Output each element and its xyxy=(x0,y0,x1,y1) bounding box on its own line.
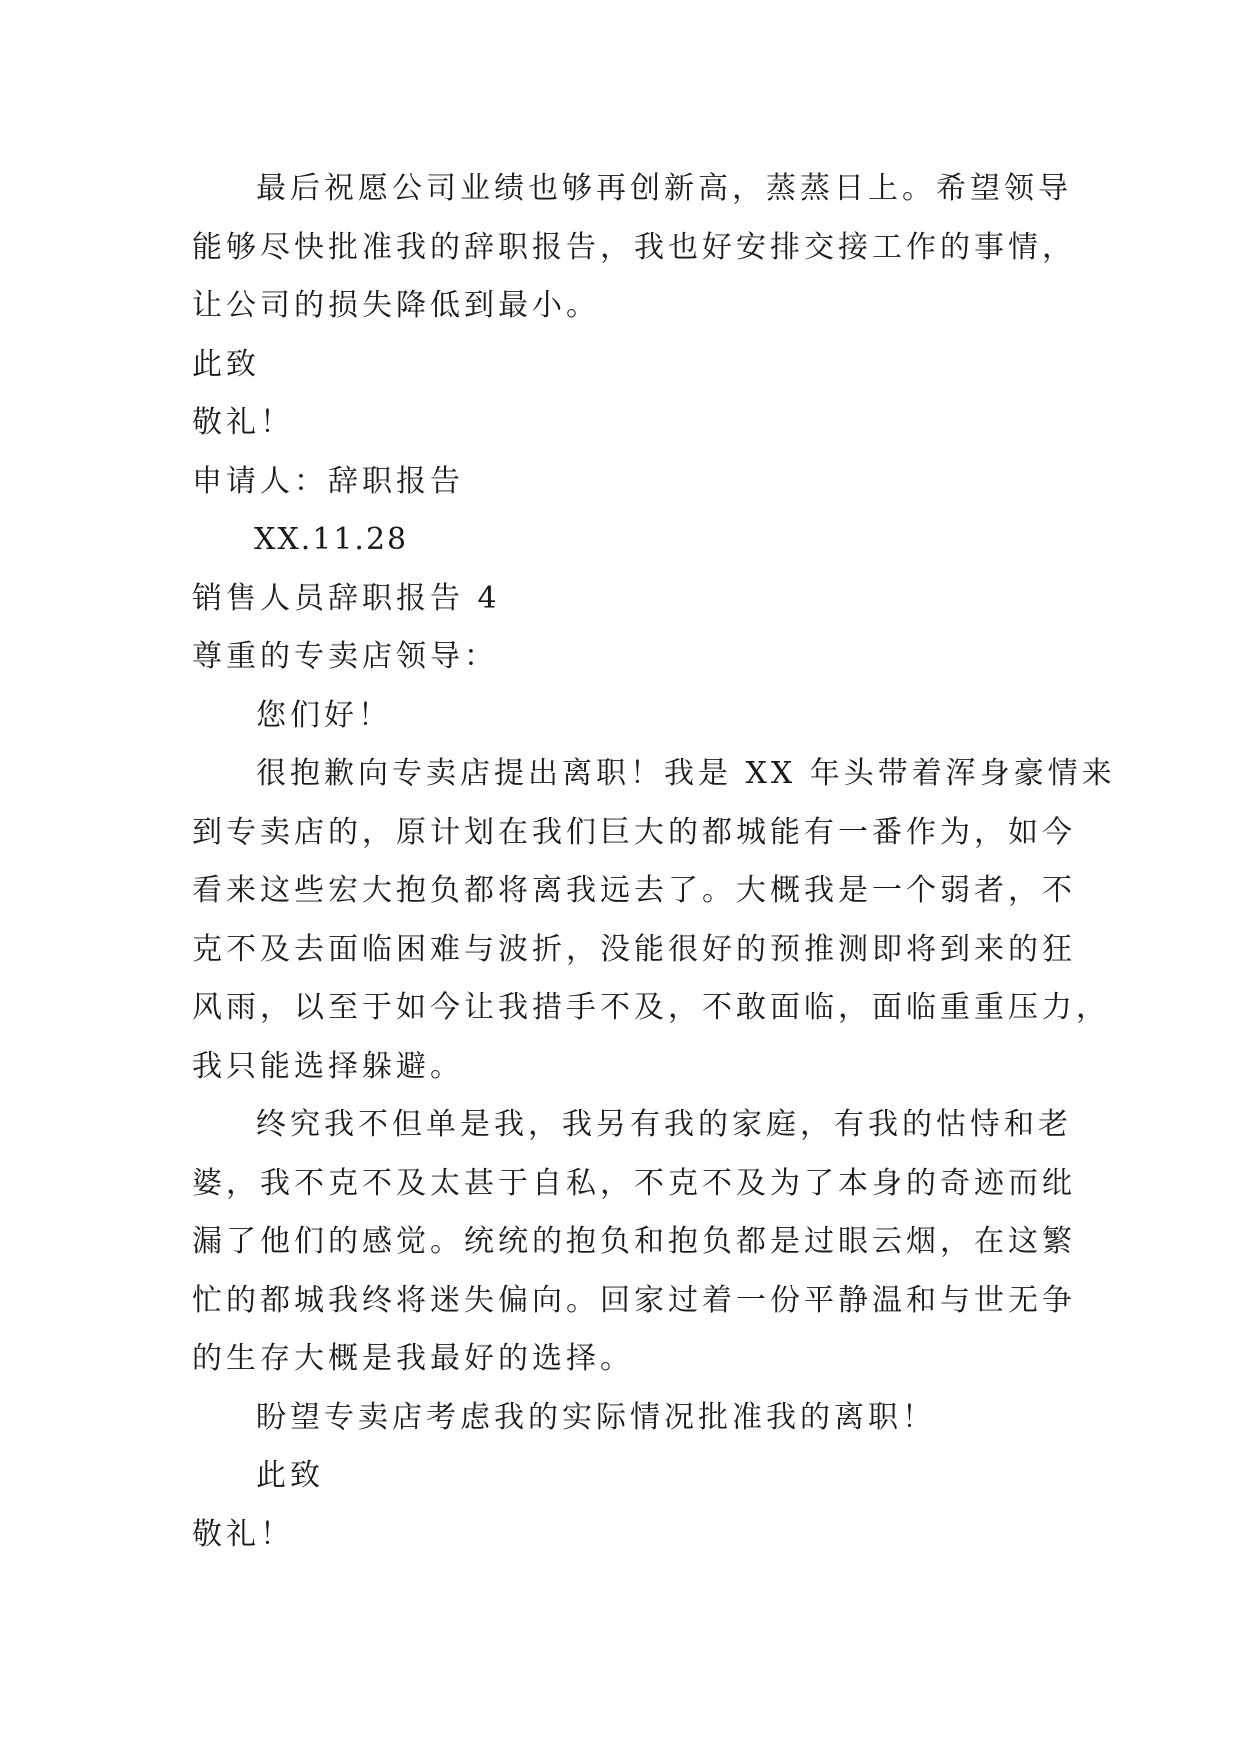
body-paragraph-line: 到专卖店的，原计划在我们巨大的都城能有一番作为，如今 xyxy=(192,814,1076,850)
body-paragraph-line: 克不及去面临困难与波折，没能很好的预推测即将到来的狂 xyxy=(192,931,1076,967)
request-line: 盼望专卖店考虑我的实际情况批准我的离职！ xyxy=(256,1399,936,1435)
body-paragraph-line: 很抱歉向专卖店提出离职！我是 XX 年头带着浑身豪情来 xyxy=(256,756,1116,791)
section-title: 销售人员辞职报告 4 xyxy=(192,580,501,616)
salutation-line: 敬礼！ xyxy=(192,1516,294,1552)
body-paragraph-line: 婆，我不克不及太甚于自私，不克不及为了本身的奇迹而纰 xyxy=(192,1165,1076,1201)
body-paragraph-line: 漏了他们的感觉。统统的抱负和抱负都是过眼云烟，在这繁 xyxy=(192,1224,1076,1259)
salutation-line: 此致 xyxy=(192,346,260,382)
date-line: XX.11.28 xyxy=(254,522,409,557)
body-paragraph-line: 风雨，以至于如今让我措手不及，不敢面临，面临重重压力， xyxy=(192,990,1110,1025)
document-page xyxy=(192,160,1116,1564)
greeting-line: 您们好！ xyxy=(256,697,392,733)
closing-paragraph-line: 能够尽快批准我的辞职报告，我也好安排交接工作的事情， xyxy=(192,229,1076,265)
salutation-line: 此致 xyxy=(256,1458,324,1493)
body-paragraph-line: 忙的都城我终将迷失偏向。回家过着一份平静温和与世无争 xyxy=(192,1282,1076,1318)
body-paragraph-line: 终究我不但单是我，我另有我的家庭，有我的怙恃和老 xyxy=(256,1107,1072,1142)
addressee-line: 尊重的专卖店领导： xyxy=(192,639,498,674)
closing-paragraph-line: 让公司的损失降低到最小。 xyxy=(192,288,600,323)
salutation-line: 敬礼！ xyxy=(192,405,294,440)
closing-paragraph-line: 最后祝愿公司业绩也够再创新高，蒸蒸日上。希望领导 xyxy=(256,171,1072,206)
body-paragraph-line: 的生存大概是我最好的选择。 xyxy=(192,1341,634,1376)
body-paragraph-line: 我只能选择躲避。 xyxy=(192,1048,464,1084)
applicant-line: 申请人：辞职报告 xyxy=(192,463,464,499)
body-paragraph-line: 看来这些宏大抱负都将离我远去了。大概我是一个弱者，不 xyxy=(192,873,1076,908)
